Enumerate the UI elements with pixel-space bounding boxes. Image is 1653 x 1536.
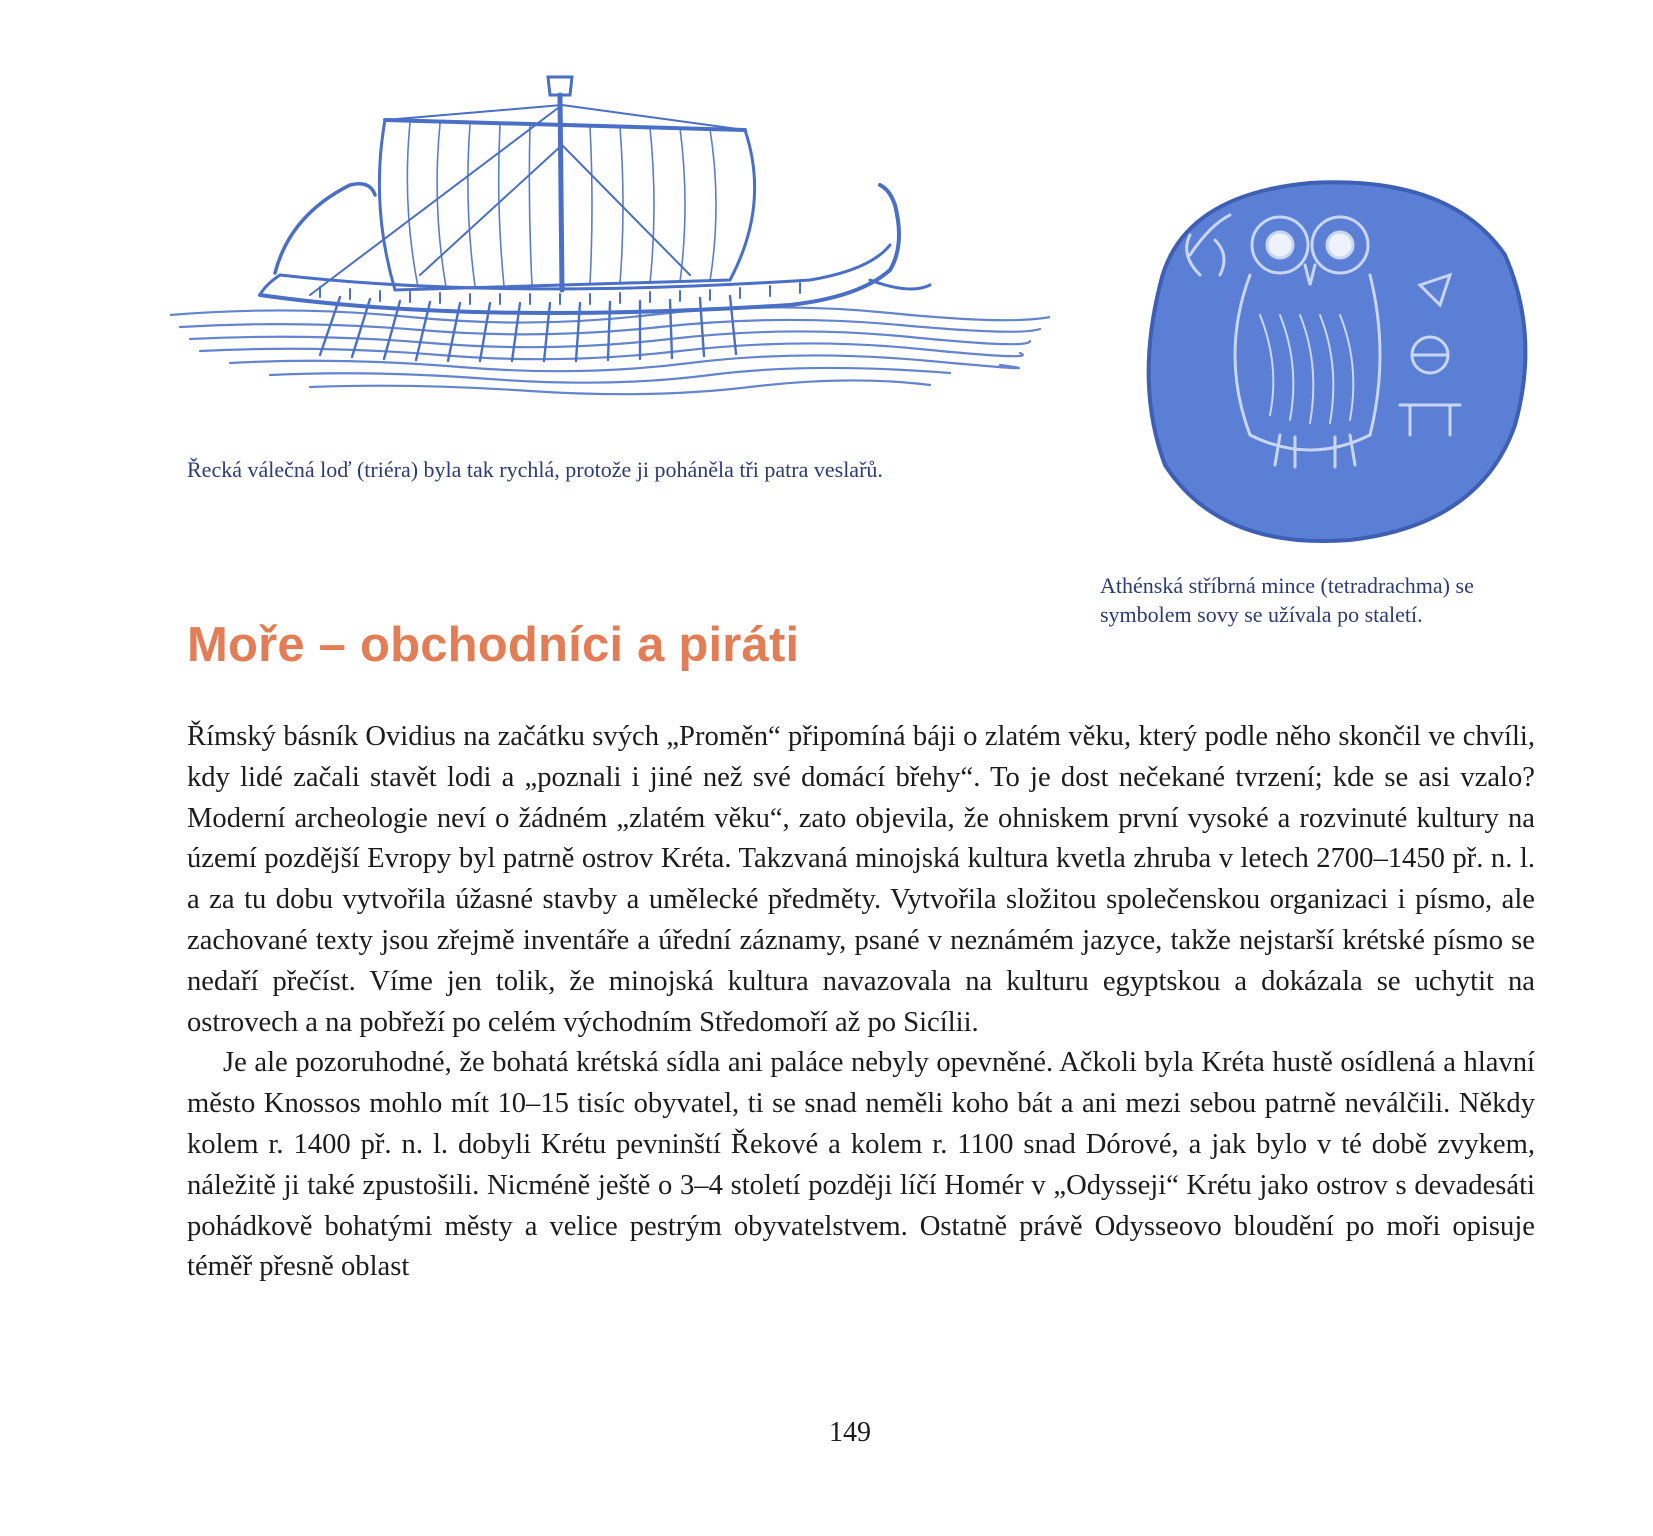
ship-caption: Řecká válečná loď (triéra) byla tak rychlá, protože ji poháněla tři patra veslařů. — [187, 457, 883, 482]
page-number: 149 — [829, 1417, 871, 1448]
chapter-heading: Moře – obchodníci a piráti — [187, 618, 800, 672]
athenian-coin-illustration — [1120, 165, 1540, 555]
paragraph: Je ale pozoruhodné, že bohatá krétská sídla ani paláce nebyly opevněné. Ačkoli byla Kréta hustě osídlená a hlavní město Knossos mohlo mít 10–15 tisíc obyvatel, ti se snad neměli koho bát a ani mezi sebou patrně neválčili. Někdy kolem r. 1400 př. n. l. dobyli Krétu pevninští Řekové a kolem r. 1100 snad Dórové, a jak bylo v té době zvykem, náležitě ji také zpustošili. Nicméně ještě o 3–4 století později líčí Homér v „Odysseji“ Krétu jako ostrov s devadesáti pohádkově bohatými městy a velice pestrým obyvatelstvem. Ostatně právě Odysseovo bloudění po moři opisuje téměř přesně oblast — [187, 1047, 1535, 1283]
coin-caption: Athénská stříbrná mince (tetradrachma) se symbolem sovy se užívala po staletí. — [1100, 573, 1474, 627]
trireme-illustration — [170, 65, 1050, 425]
paragraph: Římský básník Ovidius na začátku svých „Proměn“ připomíná báji o zlatém věku, který podle něho skončil ve chvíli, kdy lidé začali stavět lodi a „poznali i jiné než své domácí břehy“. To je dost nečekané tvrzení; kde se asi vzalo? Moderní archeologie neví o žádném „zlatém věku“, zato objevila, že ohniskem první vysoké a rozvinuté kultury na území pozdější Evropy byl patrně ostrov Kréta. Takzvaná minojská kultura kvetla zhruba v letech 2700–1450 př. n. l. a za tu dobu vytvořila úžasné stavby a umělecké předměty. Vytvořila složitou společenskou organizaci i písmo, ale zachované texty jsou zřejmě inventáře a úřední záznamy, psané v neznámém jazyce, takže nejstarší krétské písmo se nedaří přečíst. Víme jen tolik, že minojská kultura navazovala na kulturu egyptskou a dokázala se uchytit na ostrovech a na pobřeží po celém východním Středomoří až po Sicílii. — [187, 721, 1535, 1038]
body-text — [187, 717, 1535, 1288]
